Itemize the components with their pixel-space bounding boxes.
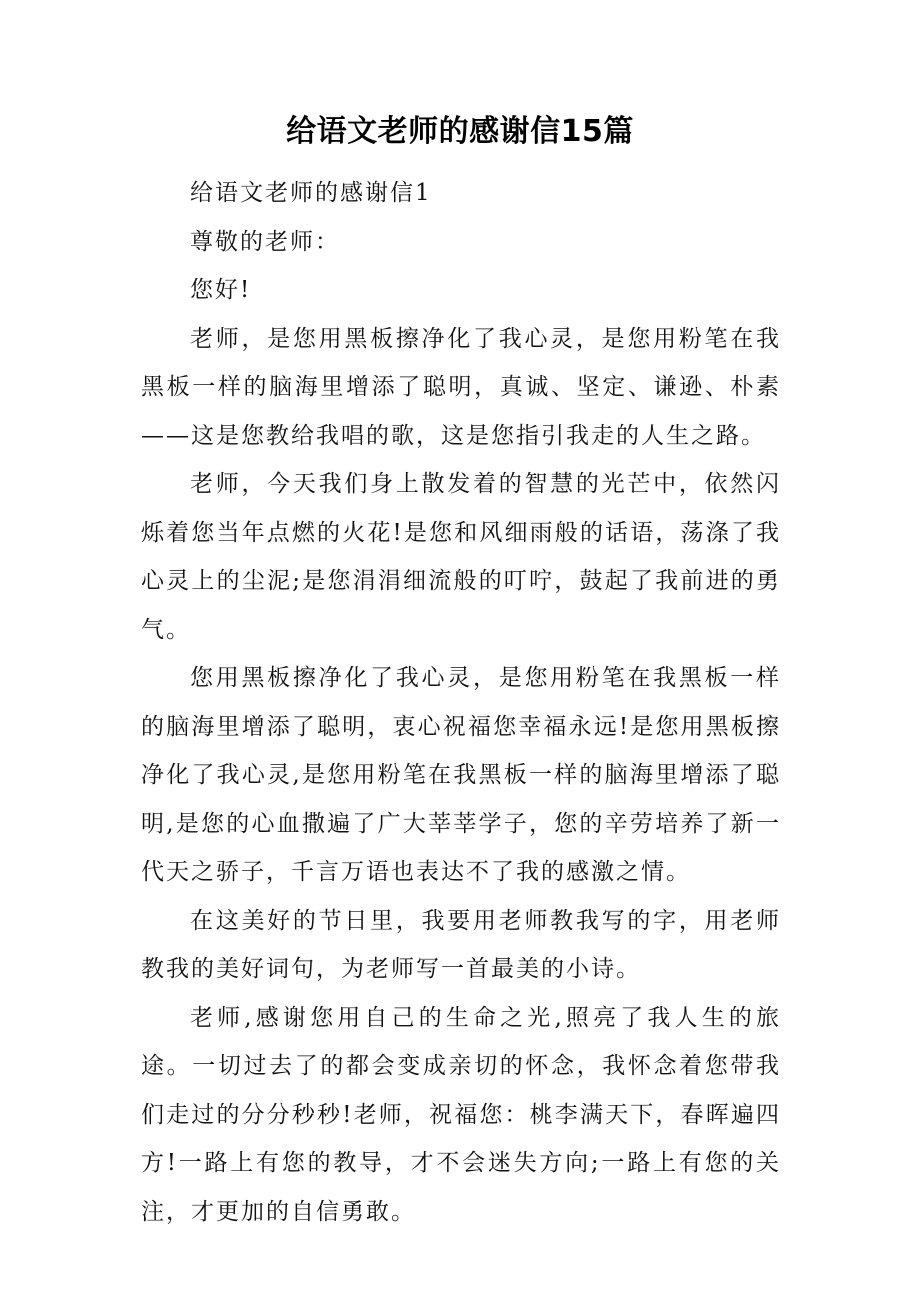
body-paragraph: 老师，是您用黑板擦净化了我心灵，是您用粉笔在我黑板一样的脑海里增添了聪明，真诚、坚定、谦逊、朴素——这是您教给我唱的歌，这是您指引我走的人生之路。 xyxy=(141,325,781,449)
salutation: 尊敬的老师： xyxy=(190,228,340,255)
body-paragraph: 老师,感谢您用自己的生命之光,照亮了我人生的旅途。一切过去了的都会变成亲切的怀念，我怀念着您带我们走过的分分秒秒!老师，祝福您：桃李满天下，春晖遍四方!一路上有您的教导，才不会迷失方向;一路上有您的关注，才更加的自信勇敢。 xyxy=(141,1004,781,1225)
body-paragraph: 在这美好的节日里，我要用老师教我写的字，用老师教我的美好词句，为老师写一首最美的小诗。 xyxy=(141,907,781,982)
document-body xyxy=(141,169,781,1236)
document-title: 给语文老师的感谢信15篇 xyxy=(286,114,634,149)
body-paragraph: 您用黑板擦净化了我心灵，是您用粉笔在我黑板一样的脑海里增添了聪明，衷心祝福您幸福永远!是您用黑板擦净化了我心灵,是您用粉笔在我黑板一样的脑海里增添了聪明,是您的心血撒遍了广大莘莘学子，您的辛劳培养了新一代天之骄子，千言万语也表达不了我的感激之情。 xyxy=(141,665,781,885)
greeting: 您好! xyxy=(190,277,252,303)
letter-heading: 给语文老师的感谢信1 xyxy=(190,180,432,206)
body-paragraph: 老师，今天我们身上散发着的智慧的光芒中，依然闪烁着您当年点燃的火花!是您和风细雨般的话语，荡涤了我心灵上的尘泥;是您涓涓细流般的叮咛，鼓起了我前进的勇气。 xyxy=(141,471,781,643)
